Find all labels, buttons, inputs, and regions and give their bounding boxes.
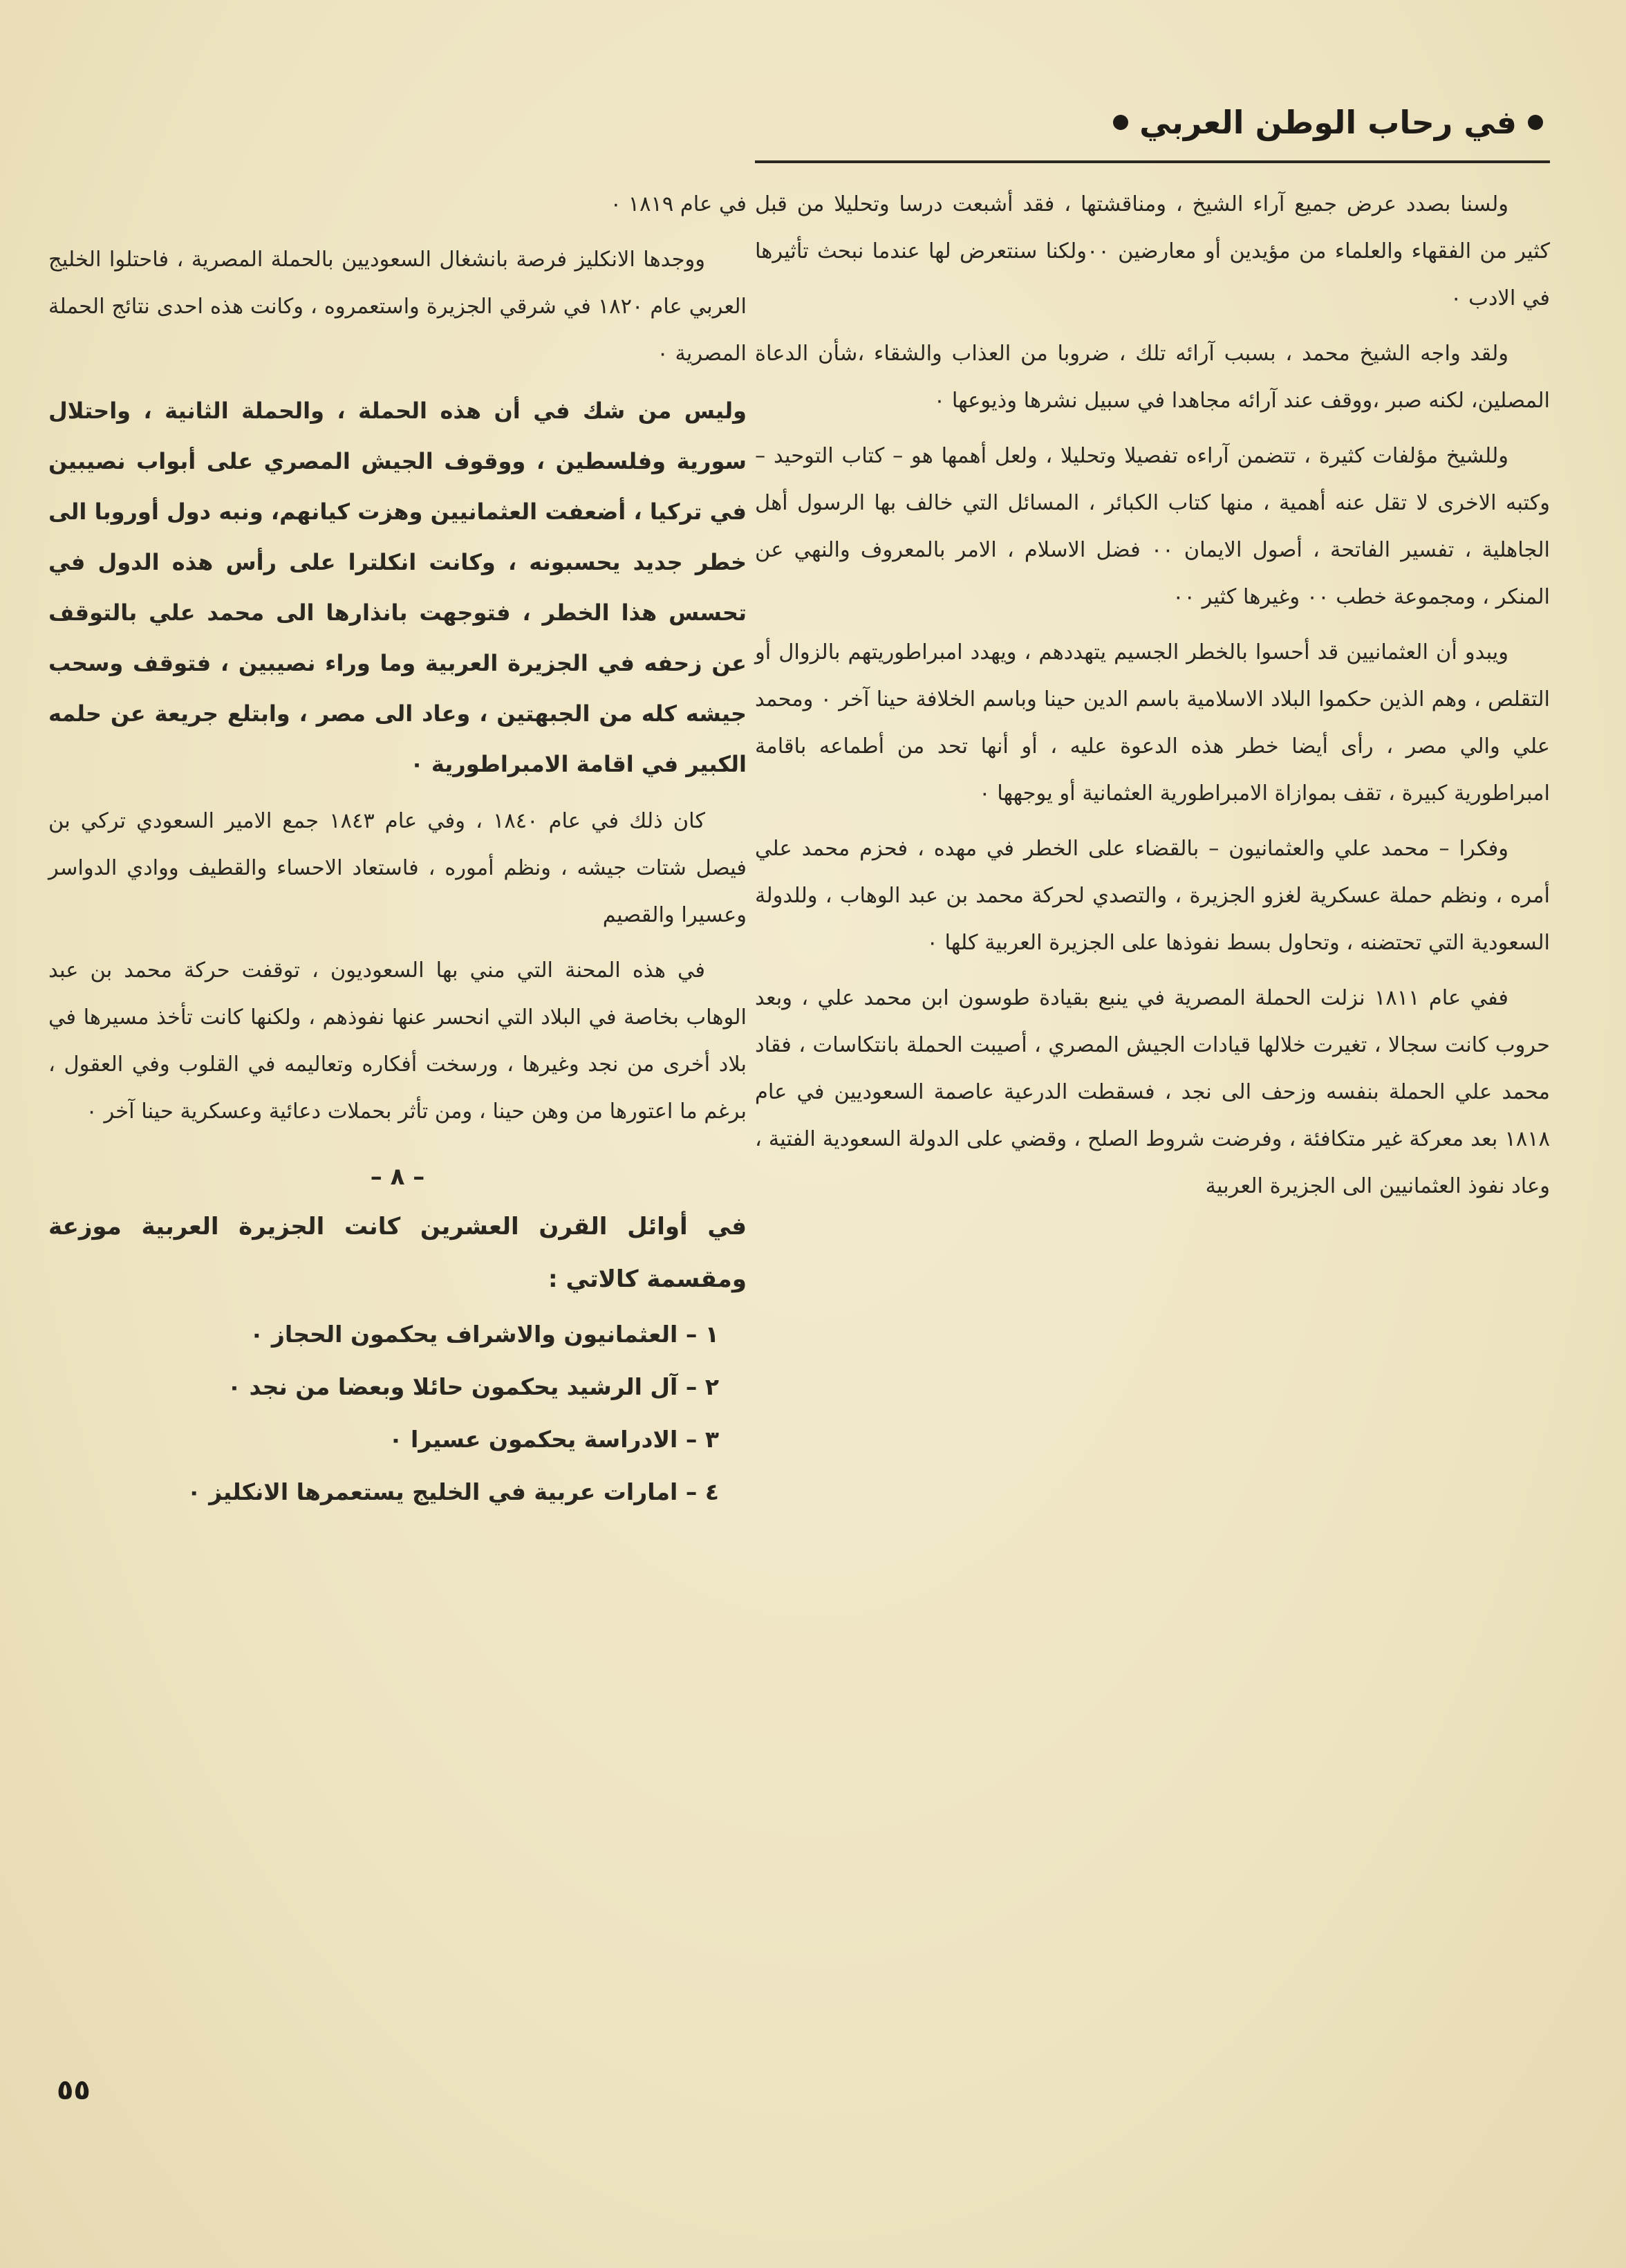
right-column <box>755 181 1550 1218</box>
header-divider <box>755 160 1550 163</box>
bold-paragraph: وليس من شك في أن هذه الحملة ، والحملة الثانية ، واحتلال سورية وفلسطين ، ووقوف الجيش المصري على أبواب نصيبين في تركيا ، أضعفت العثمانيين وهزت كيانهم، ونبه دول أوروبا الى خطر جديد يحسبونه ، وكانت انكلترا على رأس هذه الدول في تحسس هذا الخطر ، فتوجهت بانذارها الى محمد علي بالتوقف عن زحفه في الجزيرة العربية وما وراء نصيبين ، فتوقف وسحب جيشه كله من الجبهتين ، وعاد الى مصر ، وابتلع جريعة عن حلمه الكبير في اقامة الامبراطورية ٠ <box>48 398 747 777</box>
paragraph: ووجدها الانكليز فرصة بانشغال السعوديين بالحملة المصرية ، فاحتلوا الخليج العربي عام ١٨٢٠ في شرقي الجزيرة واستعمروه ، وكانت هذه احدى نتائج الحملة المصرية ٠ <box>48 248 747 366</box>
section-number: – ٨ – <box>370 1163 425 1191</box>
paragraph: وفكرا – محمد علي والعثمانيون – بالقضاء على الخطر في مهده ، فحزم محمد علي أمره ، ونظم حملة عسكرية لغزو الجزيرة ، والتصدي لحركة محمد بن عبد الوهاب ، وللدولة السعودية التي تحتضنه ، وتحاول بسط نفوذها على الجزيرة العربية كلها ٠ <box>755 837 1550 955</box>
section-heading: في أوائل القرن العشرين كانت الجزيرة العربية موزعة ومقسمة كالاتي : <box>48 1213 747 1293</box>
bullet-dot-icon <box>1528 115 1543 130</box>
page-number: ٥٥ <box>57 2074 91 2106</box>
list-item: ٢ – آل الرشيد يحكمون حائلا وبعضا من نجد ٠ <box>227 1373 719 1400</box>
list-item: ٤ – امارات عربية في الخليج يستعمرها الانكليز ٠ <box>187 1478 719 1505</box>
paragraph: ولسنا بصدد عرض جميع آراء الشيخ ، ومناقشتها ، فقد أشبعت درسا وتحليلا من قبل كثير من الفقهاء والعلماء من مؤيدين أو معارضين ٠٠ولكنا سنتعرض لها عندما نبحث تأثيرها في الادب ٠ <box>755 192 1550 310</box>
paragraph: ويبدو أن العثمانيين قد أحسوا بالخطر الجسيم يتهددهم ، ويهدد امبراطوريتهم بالزوال أو التقلص ، وهم الذين حكموا البلاد الاسلامية باسم الدين حينا وباسم الخلافة حينا آخر ٠ ومحمد علي والي مصر ، رأى أيضا خطر هذه الدعوة عليه ، أو أنها تحد من أطماعه باقامة امبراطورية كبيرة ، تقف بموازاة الامبراطورية العثمانية أو يوجهها ٠ <box>755 640 1550 806</box>
paragraph: وللشيخ مؤلفات كثيرة ، تتضمن آراءه تفصيلا وتحليلا ، ولعل أهمها هو – كتاب التوحيد – وكتبه الاخرى لا تقل عنه أهمية ، منها كتاب الكبائر ، المسائل التي خالف بها الرسول أهل الجاهلية ، تفسير الفاتحة ، أصول الايمان ٠٠ فضل الاسلام ، الامر بالمعروف والنهي عن المنكر ، ومجموعة خطب ٠٠ وغيرها كثير ٠٠ <box>755 444 1550 609</box>
paragraph: ولقد واجه الشيخ محمد ، بسبب آرائه تلك ، ضروبا من العذاب والشقاء ،شأن الدعاة المصلين، لكنه صبر ،ووقف عند آرائه مجاهدا في سبيل نشرها وذيوعها ٠ <box>755 342 1550 413</box>
section-title: في رحاب الوطن العربي <box>1139 104 1517 141</box>
paragraph-continuation: في عام ١٨١٩ ٠ <box>610 192 747 216</box>
section-header <box>1113 104 1543 141</box>
numbered-list <box>48 1308 719 1518</box>
list-item: ١ – العثمانيون والاشراف يحكمون الحجاز ٠ <box>250 1321 719 1348</box>
bullet-dot-icon <box>1113 115 1128 130</box>
list-item: ٣ – الادراسة يحكمون عسيرا ٠ <box>389 1426 719 1453</box>
paragraph: في هذه المحنة التي مني بها السعوديون ، توقفت حركة محمد بن عبد الوهاب بخاصة في البلاد التي انحسر عنها نفوذهم ، ولكنها كانت تأخذ مسيرها في بلاد أخرى من نجد وغيرها ، ورسخت أفكاره وتعاليمه في القلوب وفي العقول ، برغم ما اعتورها من وهن حينا ، ومن تأثر بحملات دعائية وعسكرية حينا آخر ٠ <box>48 958 747 1124</box>
paragraph: كان ذلك في عام ١٨٤٠ ، وفي عام ١٨٤٣ جمع الامير السعودي تركي بن فيصل شتات جيشه ، ونظم أموره ، فاستعاد الاحساء والقطيف ووادي الدواسر وعسيرا والقصيم <box>48 809 747 927</box>
left-column <box>48 181 747 1518</box>
paragraph: ففي عام ١٨١١ نزلت الحملة المصرية في ينبع بقيادة طوسون ابن محمد علي ، وبعد حروب كانت سجالا ، تغيرت خلالها قيادات الجيش المصري ، أصيبت الحملة بانتكاسات ، فقاد محمد علي الحملة بنفسه وزحف الى نجد ، فسقطت الدرعية عاصمة السعوديين في عام ١٨١٨ بعد معركة غير متكافئة ، وفرضت شروط الصلح ، وقضي على الدولة السعودية الفتية ، وعاد نفوذ العثمانيين الى الجزيرة العربية <box>755 986 1550 1198</box>
